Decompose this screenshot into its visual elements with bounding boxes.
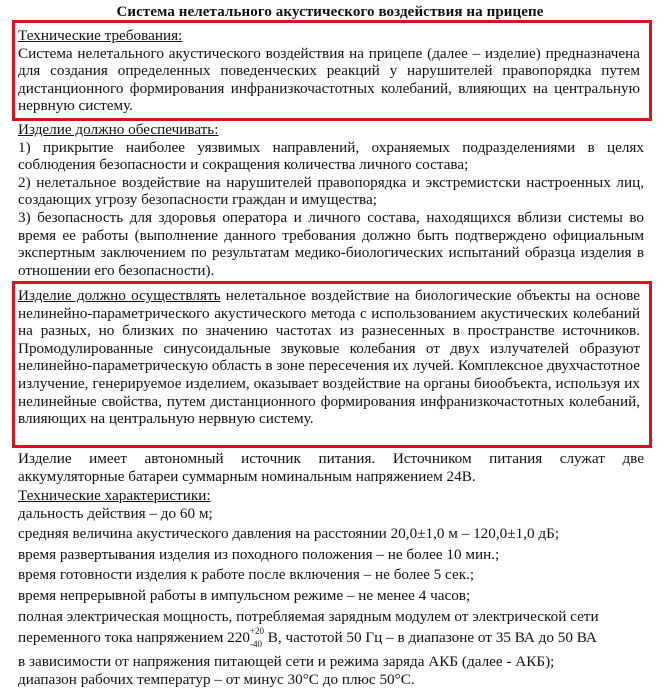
must-provide-item-3: 3) безопасность для здоровья оператора и личного состава, находящихся вблизи системы во время ее работы (выполнение данного требования должно быть подтверждено официальным экспертным заключением по результатам медико-биологических испытаний образца изделия в отношении его безопасности). bbox=[18, 208, 644, 279]
must-provide-section bbox=[18, 121, 644, 279]
must-provide-heading: Изделие должно обеспечивать: bbox=[18, 121, 219, 138]
document-title: Система нелетального акустического воздействия на прицепе bbox=[116, 4, 544, 20]
spec-power-before: переменного тока напряжением 220 bbox=[18, 629, 250, 647]
spec-power-line bbox=[18, 626, 644, 650]
tech-requirements-heading: Технические требования: bbox=[18, 27, 183, 44]
spec-item: время готовности изделия к работе после включения – не более 5 сек.; bbox=[18, 566, 475, 584]
voltage-tolerance-minus: -40 bbox=[249, 639, 262, 650]
specs-section bbox=[18, 487, 644, 689]
voltage-tolerance bbox=[249, 626, 265, 650]
must-perform-text: нелетальное воздействие на биологические объекты на основе нелинейно-параметрического акустического метода с использованием акустических колебаний на разных, но близких по значению частотах из разнесенных в пространстве источников. Промодулированные синусоидальные звуковые колебания от двух излучателей образуют нелинейно-параметрическую область в зоне пересечения их лучей. Комплексное двухчастотное излучение, генерируемое изделием, оказывает воздействие на органы биообъекта, используя их нелинейные свойства, путем дистанционного формирования инфранизкочастотных колебаний, влияющих на центральную нервную систему. bbox=[18, 287, 641, 428]
spec-item: время развертывания изделия из походного положения – не более 10 мин.; bbox=[18, 545, 500, 563]
spec-item: средняя величина акустического давления на расстоянии 20,0±1,0 м – 120,0±1,0 дБ; bbox=[18, 525, 560, 543]
spec-item: время непрерывной работы в импульсном режиме – не менее 4 часов; bbox=[18, 586, 471, 604]
must-perform-lead: Изделие должно осуществлять bbox=[18, 287, 221, 304]
voltage-tolerance-plus: +20 bbox=[249, 626, 265, 637]
spec-item: дальность действия – до 60 м; bbox=[18, 504, 213, 522]
tech-requirements-text: Система нелетального акустического воздействия на прицепе (далее – изделие) предназначена для создания определенных поведенческих реакций у нарушителей правопорядка путем дистанционного формирования инфранизкочастотных колебаний, влияющих на центральную нервную систему. bbox=[18, 44, 640, 115]
spec-item: в зависимости от напряжения питающей сети и режима заряда АКБ (далее - АКБ); bbox=[18, 652, 555, 670]
specs-heading: Технические характеристики: bbox=[18, 487, 211, 504]
must-perform-section bbox=[18, 287, 640, 428]
tech-requirements-section bbox=[18, 27, 644, 115]
must-provide-item-1: 1) прикрытие наиболее уязвимых направлений, охраняемых подразделениями в целях соблюдения безопасности и сокращения количества личного состава; bbox=[18, 138, 644, 174]
must-provide-item-2: 2) нелетальное воздействие на нарушителей правопорядка и экстремистски настроенных лиц, создающих угрозу безопасности граждан и имущества; bbox=[18, 173, 644, 209]
power-source-text: Изделие имеет автономный источник питания. Источником питания служат две аккумуляторные батареи суммарным номинальным напряжением 24В. bbox=[18, 450, 644, 485]
spec-power-after: В, частотой 50 Гц – в диапазоне от 35 ВА до 50 ВА bbox=[263, 629, 597, 647]
spec-item: диапазон рабочих температур – от минус 30°С до плюс 50°С. bbox=[18, 671, 415, 689]
spec-item: полная электрическая мощность, потребляемая зарядным модулем от электрической сети bbox=[18, 607, 599, 625]
